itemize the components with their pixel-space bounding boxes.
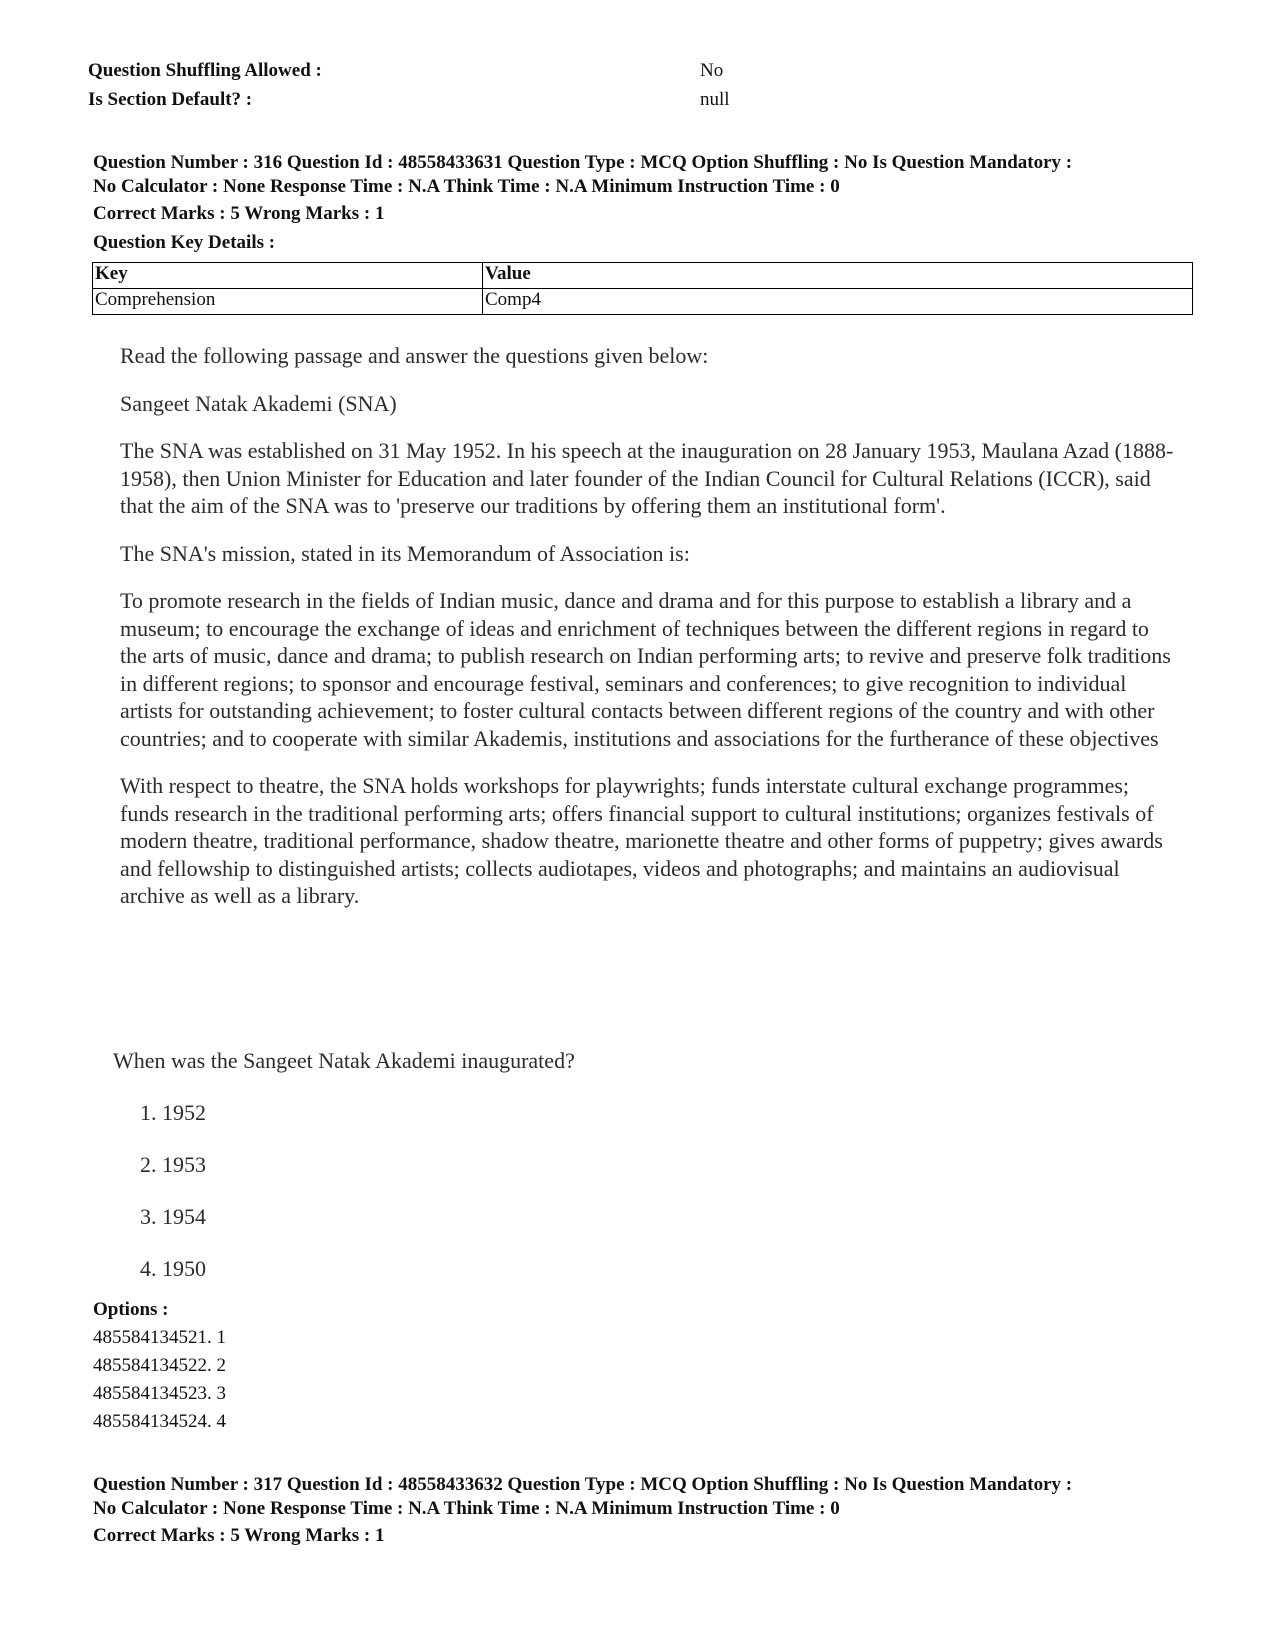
choice-item: 1. 1952 [140, 1100, 206, 1125]
key-column-header: Key [93, 263, 483, 289]
option-row: 485584134522. 2 [93, 1355, 226, 1376]
section-default-value: null [700, 89, 730, 110]
option-row: 485584134524. 4 [93, 1411, 226, 1432]
question-316-header [93, 151, 1203, 199]
passage-paragraph-3: To promote research in the fields of Indian music, dance and drama and for this purpose to establish a library and a museum; to encourage the exchange of ideas and enrichment of techniques between the different regions in regard to the arts of music, dance and drama; to publish research on Indian performing arts; to revive and preserve folk traditions in different regions; to sponsor and encourage festival, seminars and conferences; to give recognition to individual artists for outstanding achievement; to foster cultural contacts between different regions of the country and with other countries; and to cooperate with similar Akademis, institutions and associations for the furtherance of these objectives [120, 588, 1171, 751]
question-stem: When was the Sangeet Natak Akademi inaugurated? [113, 1048, 575, 1073]
question-317-header-line1: Question Number : 317 Question Id : 48558433632 Question Type : MCQ Option Shuffling : No Is Question Mandatory : [93, 1474, 1073, 1495]
choice-item: 3. 1954 [140, 1204, 206, 1229]
question-key-table [92, 262, 1193, 315]
passage-intro: Read the following passage and answer the questions given below: [120, 343, 709, 368]
question-316-header-line2: No Calculator : None Response Time : N.A Think Time : N.A Minimum Instruction Time : 0 [93, 176, 840, 197]
key-table-header-row [93, 263, 1193, 289]
option-row: 485584134521. 1 [93, 1327, 226, 1348]
section-default-label: Is Section Default? : [88, 89, 253, 110]
question-316-marks: Correct Marks : 5 Wrong Marks : 1 [93, 203, 385, 224]
question-317-marks: Correct Marks : 5 Wrong Marks : 1 [93, 1525, 385, 1546]
choice-item: 4. 1950 [140, 1256, 206, 1281]
choice-item: 2. 1953 [140, 1152, 206, 1177]
passage-paragraph-4: With respect to theatre, the SNA holds workshops for playwrights; funds interstate cultural exchange programmes; funds research in the traditional performing arts; offers financial support to cultural institutions; organizes festivals of modern theatre, traditional performance, shadow theatre, marionette theatre and other forms of puppetry; gives awards and fellowship to distinguished artists; collects audiotapes, videos and photographs; and maintains an audiovisual archive as well as a library. [120, 773, 1163, 908]
option-row: 485584134523. 3 [93, 1383, 226, 1404]
value-column-header: Value [483, 263, 1193, 289]
key-cell: Comprehension [93, 289, 483, 315]
question-316-header-line1: Question Number : 316 Question Id : 48558433631 Question Type : MCQ Option Shuffling : No Is Question Mandatory : [93, 152, 1073, 173]
question-317-header [93, 1473, 1203, 1521]
passage-paragraph-2: The SNA's mission, stated in its Memorandum of Association is: [120, 540, 690, 566]
options-label: Options : [93, 1299, 169, 1320]
question-317-header-line2: No Calculator : None Response Time : N.A Think Time : N.A Minimum Instruction Time : 0 [93, 1498, 840, 1519]
passage-title: Sangeet Natak Akademi (SNA) [120, 390, 397, 416]
passage-paragraph-1: The SNA was established on 31 May 1952. In his speech at the inauguration on 28 January 1953, Maulana Azad (1888-1958), then Union Minister for Education and later founder of the Indian Council for Cultural Relations (ICCR), said that the aim of the SNA was to 'preserve our traditions by offering them an institutional form'. [120, 438, 1174, 518]
question-shuffling-value: No [700, 60, 724, 81]
question-key-details-label: Question Key Details : [93, 232, 276, 253]
question-shuffling-label: Question Shuffling Allowed : [88, 60, 322, 81]
value-cell: Comp4 [483, 289, 1193, 315]
table-row [93, 289, 1193, 315]
comprehension-passage [120, 342, 1175, 910]
